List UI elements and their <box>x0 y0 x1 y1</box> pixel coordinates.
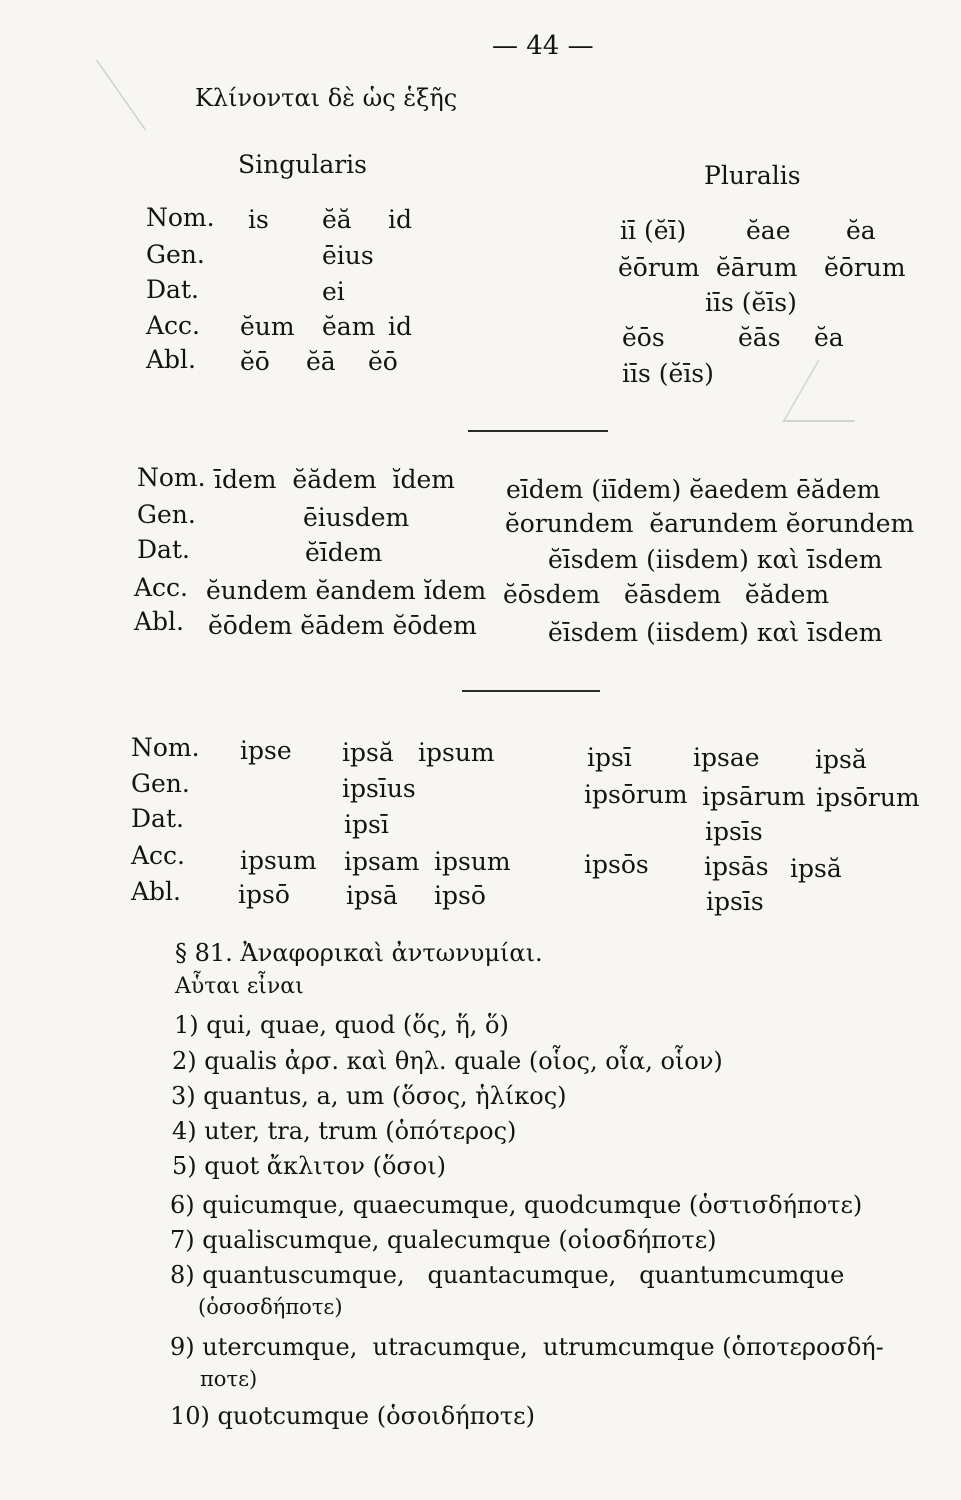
list-item: 4) uter, tra, trum (ὁπότερος) <box>172 1117 517 1145</box>
is-pl-nom-f: ĕae <box>746 216 791 245</box>
ipse-sg-dat: ipsī <box>344 810 389 839</box>
ipse-pl-nom-n: ipsă <box>815 745 867 774</box>
case-label-abl: Abl. <box>134 607 184 636</box>
idem-sg-abl: ĕōdem ĕādem ĕōdem <box>208 611 477 640</box>
is-sg-nom-n: id <box>388 205 412 234</box>
section-subheading: Αὗται εἶναι <box>175 974 304 999</box>
idem-pl-gen: ĕorundem ĕarundem ĕorundem <box>505 509 915 538</box>
is-pl-gen-n: ĕōrum <box>824 253 906 282</box>
pencil-mark <box>95 60 206 130</box>
list-item: 7) qualiscumque, qualecumque (οἱοσδήποτε) <box>170 1226 717 1254</box>
ipse-sg-abl-f: ipsā <box>346 881 398 910</box>
list-item: (ὁσοσδήποτε) <box>198 1295 343 1319</box>
is-sg-gen: ēius <box>322 241 374 270</box>
idem-sg-gen: ēiusdem <box>303 503 410 532</box>
divider <box>468 430 608 432</box>
case-label-dat: Dat. <box>131 804 184 833</box>
case-label-gen: Gen. <box>131 769 190 798</box>
idem-sg-acc: ĕundem ĕandem ĭdem <box>206 576 487 605</box>
is-sg-abl-n: ĕō <box>368 347 398 376</box>
idem-sg-nom: īdem ĕădem ĭdem <box>214 465 455 494</box>
case-label-nom: Nom. <box>137 463 206 492</box>
is-sg-dat: ei <box>322 277 345 306</box>
ipse-pl-nom-f: ipsae <box>693 743 760 772</box>
ipse-sg-abl-n: ipsō <box>434 881 486 910</box>
ipse-pl-acc-m: ipsōs <box>584 850 649 879</box>
list-item: 1) qui, quae, quod (ὅς, ἥ, ὅ) <box>174 1011 509 1039</box>
list-item: 10) quotcumque (ὁσοιδήποτε) <box>170 1402 535 1430</box>
ipse-sg-acc-f: ipsam <box>344 847 420 876</box>
idem-sg-dat: ĕīdem <box>305 538 383 567</box>
idem-pl-nom: eīdem (iīdem) ĕaedem ēădem <box>506 475 881 504</box>
ipse-sg-nom-f: ipsă <box>342 738 394 767</box>
intro-text: Κλίνονται δὲ ὡς ἑξῆς <box>195 84 458 112</box>
list-item: 3) quantus, a, um (ὅσος, ἡλίκος) <box>171 1082 567 1110</box>
singularis-header: Singularis <box>238 150 368 179</box>
ipse-pl-abl: ipsīs <box>706 887 764 916</box>
is-sg-abl-f: ĕā <box>306 347 336 376</box>
page-number: — 44 — <box>492 31 594 61</box>
ipse-pl-nom-m: ipsī <box>587 743 632 772</box>
case-label-nom: Nom. <box>131 733 200 762</box>
ipse-pl-gen-f: ipsārum <box>702 782 806 811</box>
list-item: 5) quot ἄκλιτον (ὅσοι) <box>172 1152 446 1180</box>
list-item: 6) quicumque, quaecumque, quodcumque (ὁστισδήποτε) <box>170 1191 863 1219</box>
is-pl-acc-f: ĕās <box>738 323 781 352</box>
case-label-acc: Acc. <box>131 841 186 870</box>
is-sg-nom-m: is <box>248 205 269 234</box>
case-label-abl: Abl. <box>146 345 196 374</box>
list-item: ποτε) <box>200 1367 258 1391</box>
idem-pl-acc: ĕōsdem ĕāsdem ĕădem <box>503 580 830 609</box>
is-sg-abl-m: ĕō <box>240 347 270 376</box>
case-label-acc: Acc. <box>134 573 189 602</box>
ipse-sg-abl-m: ipsō <box>238 880 290 909</box>
is-sg-acc-n: id <box>388 312 412 341</box>
list-item: 8) quantuscumque, quantacumque, quantumcumque <box>170 1261 845 1289</box>
is-sg-acc-f: ĕam <box>322 312 376 341</box>
pencil-mark <box>782 360 890 422</box>
list-item: 9) utercumque, utracumque, utrumcumque (ὁποτεροσδή- <box>170 1333 884 1361</box>
ipse-sg-nom-m: ipse <box>240 736 292 765</box>
case-label-nom: Nom. <box>146 203 215 232</box>
case-label-gen: Gen. <box>146 240 205 269</box>
is-pl-nom-m: iī (ĕī) <box>620 216 687 245</box>
case-label-dat: Dat. <box>137 535 190 564</box>
is-sg-nom-f: ĕă <box>322 205 352 234</box>
is-pl-abl: iīs (ĕīs) <box>622 359 714 388</box>
section-heading: § 81. Ἀναφορικαὶ ἀντωνυμίαι. <box>175 939 543 967</box>
case-label-acc: Acc. <box>146 311 201 340</box>
is-sg-acc-m: ĕum <box>240 312 295 341</box>
ipse-sg-gen: ipsīus <box>342 774 416 803</box>
divider <box>462 690 600 692</box>
ipse-pl-dat: ipsīs <box>705 817 763 846</box>
case-label-gen: Gen. <box>137 500 196 529</box>
ipse-sg-acc-m: ipsum <box>240 846 317 875</box>
is-pl-nom-n: ĕa <box>846 216 876 245</box>
case-label-abl: Abl. <box>131 877 181 906</box>
ipse-pl-gen-m: ipsōrum <box>584 780 688 809</box>
pluralis-header: Pluralis <box>704 161 801 190</box>
idem-pl-abl: ĕīsdem (iisdem) καὶ īsdem <box>548 618 883 647</box>
ipse-pl-acc-n: ipsă <box>790 854 842 883</box>
list-item: 2) qualis ἀρσ. καὶ θηλ. quale (οἷος, οἷα, οἷον) <box>172 1047 723 1075</box>
is-pl-dat: iīs (ĕīs) <box>705 288 797 317</box>
ipse-sg-nom-n: ipsum <box>418 738 495 767</box>
idem-pl-dat: ĕīsdem (iisdem) καὶ īsdem <box>548 545 883 574</box>
ipse-pl-acc-f: ipsās <box>704 852 769 881</box>
is-pl-gen-f: ĕārum <box>716 253 798 282</box>
ipse-sg-acc-n: ipsum <box>434 847 511 876</box>
is-pl-acc-n: ĕa <box>814 323 844 352</box>
case-label-dat: Dat. <box>146 275 199 304</box>
ipse-pl-gen-n: ipsōrum <box>816 783 920 812</box>
is-pl-acc-m: ĕōs <box>622 323 665 352</box>
is-pl-gen-m: ĕōrum <box>618 253 700 282</box>
